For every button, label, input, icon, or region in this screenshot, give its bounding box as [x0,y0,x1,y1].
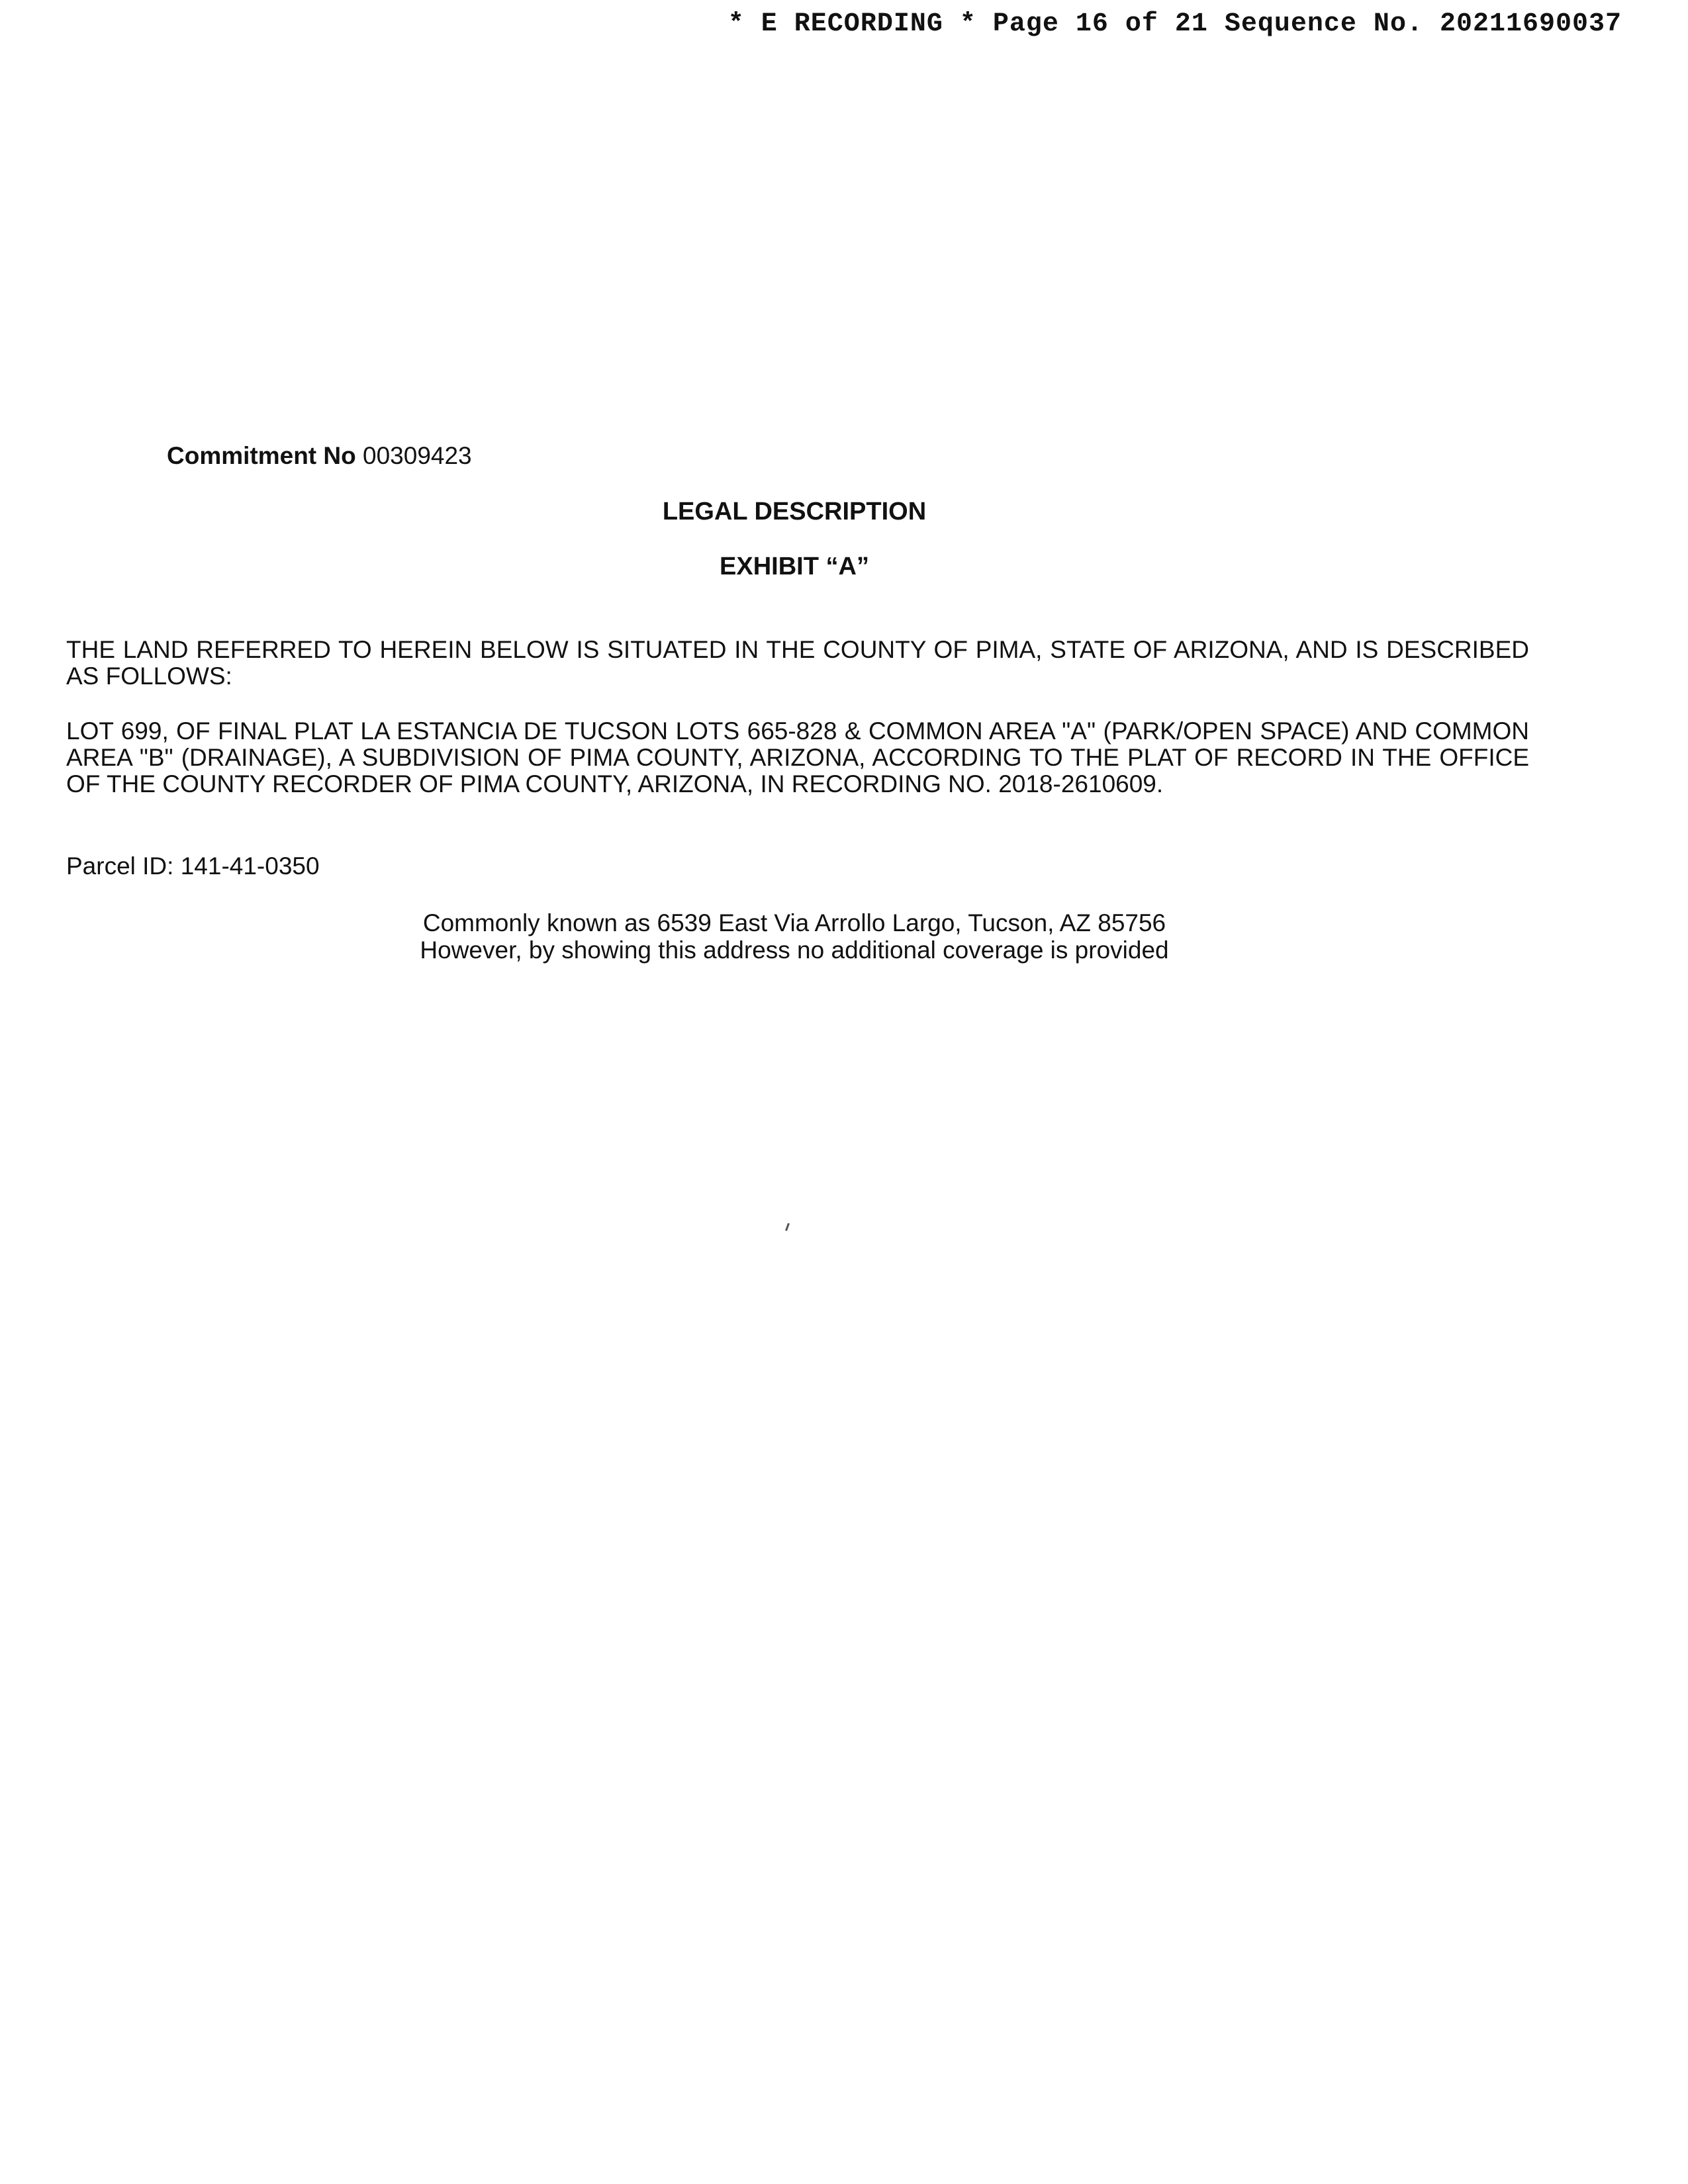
legal-description-heading: LEGAL DESCRIPTION [662,498,927,525]
exhibit-heading: EXHIBIT “A” [720,553,869,580]
commonly-known-address: Commonly known as 6539 East Via Arrollo Largo, Tucson, AZ 85756 [422,909,1166,936]
commitment-label: Commitment No [167,442,356,469]
parcel-id: Parcel ID: 141-41-0350 [66,852,320,880]
commitment-value: 00309423 [363,442,472,469]
address-block [0,909,1589,964]
intro-paragraph: THE LAND REFERRED TO HEREIN BELOW IS SITUATED IN THE COUNTY OF PIMA, STATE OF ARIZONA, AND IS DESCRIBED AS FOLLOWS: [66,636,1529,690]
lot-description-paragraph: LOT 699, OF FINAL PLAT LA ESTANCIA DE TUCSON LOTS 665-828 & COMMON AREA "A" (PARK/OPEN SPACE) AND COMMON AREA "B" (DRAINAGE), A SUBDIVISION OF PIMA COUNTY, ARIZONA, ACCORDING TO THE PLAT OF RECORD IN THE OFFICE OF THE COUNTY RECORDER OF PIMA COUNTY, ARIZONA, IN RECORDING NO. 2018-2610609. [66,717,1529,797]
commitment-number [167,442,472,470]
recording-header: * E RECORDING * Page 16 of 21 Sequence No. 20211690037 [727,9,1622,39]
stray-mark [785,1223,790,1231]
address-disclaimer: However, by showing this address no additional coverage is provided [420,936,1169,964]
